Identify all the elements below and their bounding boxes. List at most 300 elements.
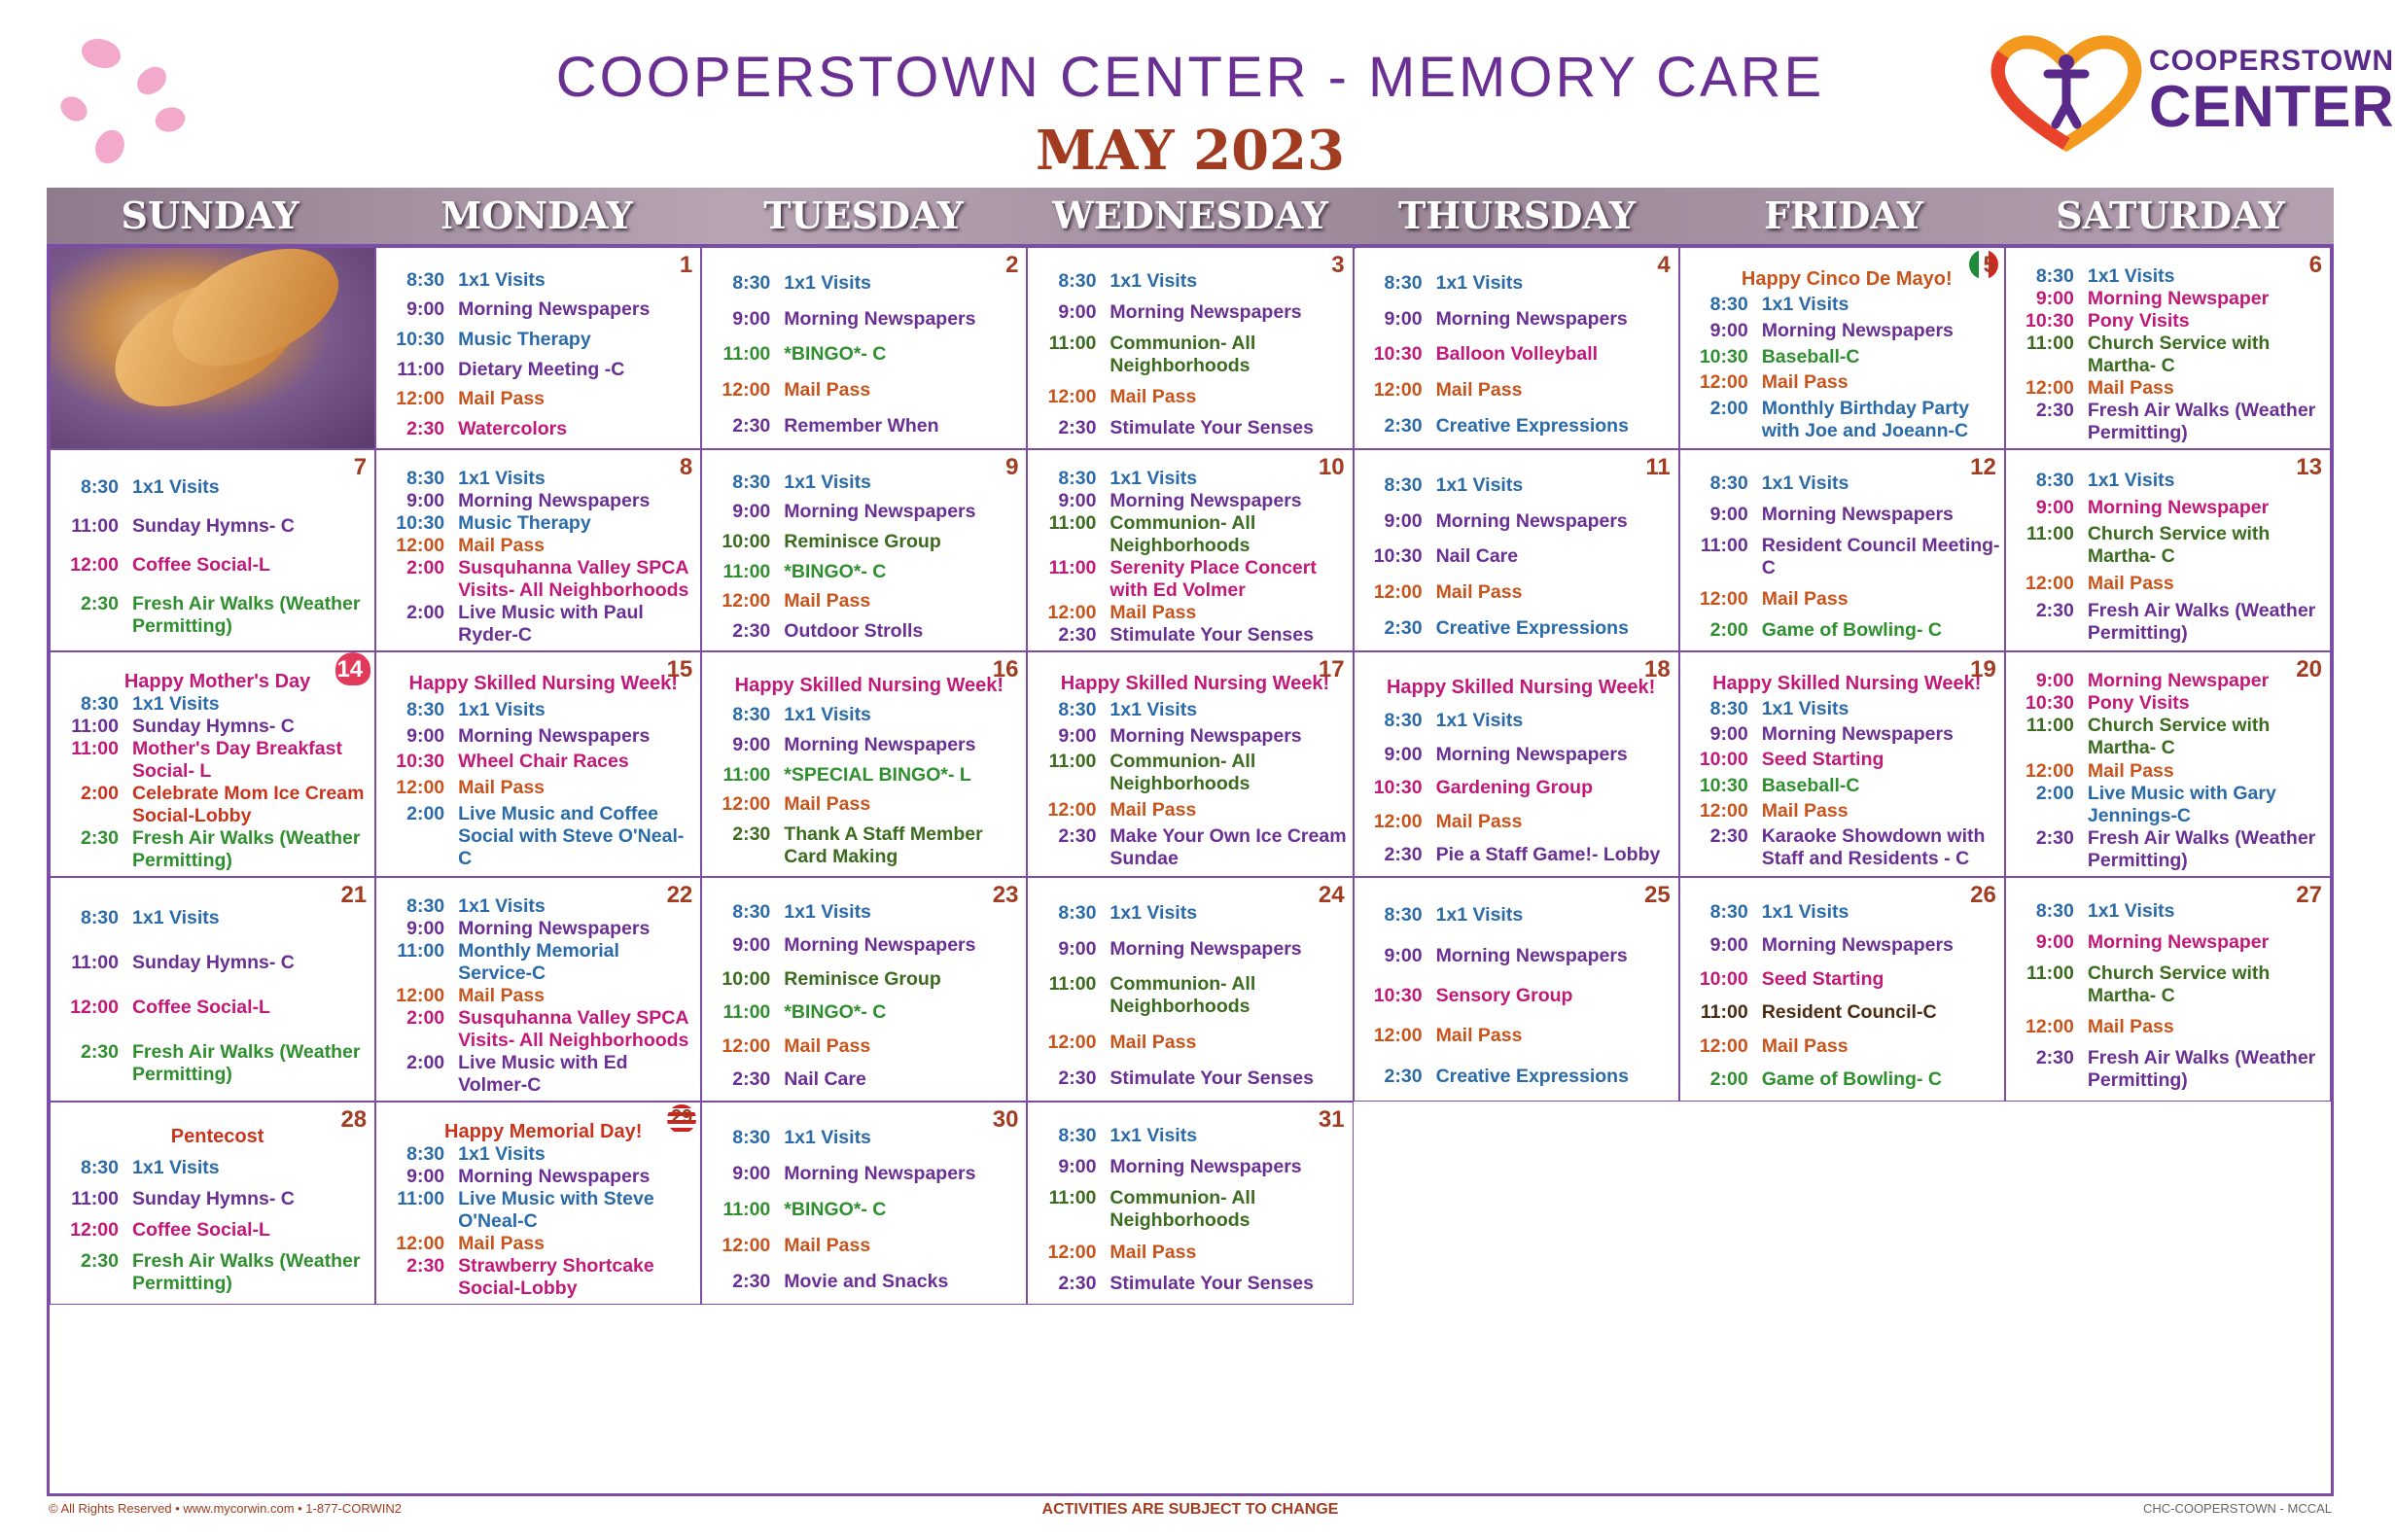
event-time: 2:30	[2035, 400, 2074, 421]
day-cell	[1354, 651, 1679, 877]
event-time: 12:00	[1373, 379, 1423, 402]
event-item	[2020, 715, 2326, 759]
event-item	[390, 895, 696, 918]
event-time: 12:00	[1699, 371, 1748, 394]
event-name: 1x1 Visits	[458, 1143, 546, 1165]
event-item	[1041, 825, 1348, 870]
event-time: 12:00	[722, 1034, 771, 1057]
event-name: Mail Pass	[458, 777, 546, 799]
event-time: 9:00	[1058, 300, 1097, 323]
event-time: 12:00	[396, 388, 445, 410]
event-time: 8:30	[406, 698, 445, 720]
event-item	[64, 593, 370, 638]
hello-may-image	[1354, 247, 1356, 249]
event-item	[2020, 310, 2326, 332]
event-name: Creative Expressions	[1435, 617, 1629, 640]
event-item	[1694, 320, 2000, 342]
event-time: 8:30	[732, 271, 771, 294]
event-item	[1368, 581, 1674, 604]
event-name: Mail Pass	[1435, 1025, 1523, 1047]
event-name: Baseball-C	[1761, 345, 1860, 368]
day-number: 22	[666, 882, 693, 908]
event-time: 8:30	[1384, 271, 1423, 294]
day-cell	[375, 1102, 701, 1305]
event-item	[1041, 602, 1348, 624]
event-item	[64, 693, 370, 716]
day-cell	[50, 1102, 375, 1305]
event-time: 12:00	[722, 379, 771, 402]
event-item	[716, 1127, 1022, 1149]
event-time: 10:30	[1373, 984, 1423, 1006]
day-cell	[1354, 449, 1679, 651]
event-name: Nail Care	[784, 1068, 866, 1091]
event-name: Mail Pass	[1435, 379, 1523, 402]
event-time: 8:30	[732, 471, 771, 493]
event-name: Stimulate Your Senses	[1109, 1068, 1314, 1090]
event-item	[64, 1250, 370, 1295]
event-name: 1x1 Visits	[458, 698, 546, 720]
day-number: 15	[666, 656, 693, 682]
event-item	[2020, 523, 2326, 568]
event-item	[390, 699, 696, 721]
weekday-monday: MONDAY	[440, 193, 633, 237]
event-item	[716, 1163, 1022, 1185]
event-time: 8:30	[732, 704, 771, 726]
day-cell	[701, 877, 1027, 1102]
event-name: Coffee Social-L	[132, 554, 270, 577]
event-name: Morning Newspapers	[1109, 937, 1302, 960]
day-number: 4	[1657, 252, 1671, 278]
event-time: 10:30	[1373, 777, 1423, 799]
day-number: 30	[992, 1106, 1019, 1133]
event-item	[2020, 827, 2326, 872]
event-name: *BINGO*- C	[784, 1199, 887, 1220]
event-time: 12:00	[1699, 588, 1748, 611]
event-item	[390, 1233, 696, 1255]
event-item	[716, 968, 1022, 991]
event-name: Susquhanna Valley SPCA Visits- All Neighborhoods	[458, 1007, 689, 1051]
event-time: 12:00	[1047, 1241, 1097, 1263]
event-time: 12:00	[396, 535, 445, 556]
event-time: 8:30	[406, 895, 445, 917]
event-name: Monthly Birthday Party with Joe and Joeann-C	[1761, 398, 1970, 442]
event-item	[64, 1157, 370, 1179]
event-time: 2:30	[1058, 624, 1097, 646]
event-time: 12:00	[70, 554, 119, 577]
event-time: 8:30	[1709, 472, 1748, 494]
event-name: Mail Pass	[1761, 1034, 1849, 1057]
day-number: 24	[1318, 882, 1345, 908]
event-item	[2020, 377, 2326, 400]
event-name: 1x1 Visits	[784, 1127, 871, 1148]
event-name: Fresh Air Walks (Weather Permitting)	[2087, 400, 2316, 443]
event-time: 8:30	[1058, 901, 1097, 924]
day-cell	[1027, 1102, 1353, 1305]
day-cell	[1027, 247, 1353, 449]
event-item	[390, 602, 696, 647]
event-item	[1694, 472, 2000, 495]
event-name: 1x1 Visits	[784, 704, 871, 726]
event-name: Mail Pass	[2087, 759, 2174, 782]
event-item	[2020, 1016, 2326, 1038]
event-time: 8:30	[2035, 899, 2074, 922]
event-item	[1694, 698, 2000, 720]
event-name: Mail Pass	[458, 535, 546, 556]
event-name: Morning Newspapers	[1109, 490, 1302, 511]
event-item	[64, 827, 370, 872]
event-item	[1041, 417, 1348, 439]
event-item	[2020, 670, 2326, 692]
event-name: Sunday Hymns- C	[132, 1187, 295, 1209]
event-item	[716, 734, 1022, 756]
event-item	[1694, 901, 2000, 924]
event-time: 2:30	[1058, 1273, 1097, 1295]
event-item	[390, 777, 696, 799]
event-name: Monthly Memorial Service-C	[458, 940, 619, 984]
event-name: Stimulate Your Senses	[1109, 417, 1314, 439]
day-cell	[701, 449, 1027, 651]
event-time: 12:00	[1699, 1034, 1748, 1057]
event-time: 11:00	[722, 763, 771, 786]
event-time: 11:00	[1048, 973, 1097, 996]
event-time: 8:30	[80, 906, 119, 928]
event-name: Fresh Air Walks (Weather Permitting)	[132, 1250, 361, 1295]
event-time: 12:00	[396, 1233, 445, 1254]
event-item	[1694, 800, 2000, 822]
event-name: 1x1 Visits	[458, 468, 546, 489]
event-item	[1041, 902, 1348, 925]
event-item	[1694, 1035, 2000, 1058]
event-name: Balloon Volleyball	[1435, 343, 1599, 366]
event-item	[390, 329, 696, 351]
event-name: 1x1 Visits	[1109, 468, 1198, 489]
day-number: 20	[2296, 656, 2322, 682]
event-time: 12:00	[1699, 800, 1748, 822]
day-cell	[375, 651, 701, 877]
event-time: 9:00	[1058, 724, 1097, 747]
day-number: 26	[1970, 882, 1996, 908]
event-item	[2020, 760, 2326, 783]
day-cell	[375, 247, 701, 449]
event-time: 11:00	[1700, 534, 1748, 556]
event-item	[1368, 379, 1674, 402]
event-time: 12:00	[1373, 581, 1423, 604]
event-time: 8:30	[1058, 698, 1097, 720]
event-name: Live Music with Ed Volmer-C	[458, 1052, 628, 1096]
event-name: Stimulate Your Senses	[1109, 624, 1314, 646]
event-item	[64, 997, 370, 1019]
event-item	[716, 1068, 1022, 1091]
event-item	[716, 620, 1022, 643]
event-item	[2020, 573, 2326, 595]
event-item	[1041, 1156, 1348, 1178]
event-name: Morning Newspaper	[2087, 288, 2270, 309]
event-time: 12:00	[1047, 1032, 1097, 1054]
event-time: 2:30	[80, 1040, 119, 1063]
event-item	[64, 783, 370, 827]
event-name: Reminisce Group	[784, 531, 941, 553]
day-number: 16	[992, 656, 1019, 682]
event-time: 12:00	[396, 777, 445, 799]
logo-line2: CENTER	[2149, 74, 2395, 139]
event-time: 10:30	[1373, 343, 1423, 366]
holiday-banner: Happy Memorial Day!	[444, 1121, 643, 1142]
weekday-tuesday: TUESDAY	[763, 193, 964, 237]
event-time: 12:00	[1047, 602, 1097, 623]
event-time: 12:00	[722, 590, 771, 612]
event-name: 1x1 Visits	[1435, 271, 1524, 294]
event-name: 1x1 Visits	[2087, 899, 2175, 922]
event-time: 9:00	[732, 1163, 771, 1184]
page-title: COOPERSTOWN CENTER - MEMORY CARE	[555, 46, 1825, 109]
event-time: 11:00	[1048, 1187, 1097, 1209]
event-item	[390, 359, 696, 381]
event-time: 8:30	[80, 1156, 119, 1178]
event-name: Church Service with Martha- C	[2087, 715, 2271, 759]
event-time: 9:00	[1384, 944, 1423, 966]
event-item	[390, 468, 696, 490]
event-item	[390, 388, 696, 410]
event-item	[716, 1035, 1022, 1058]
day-cell	[375, 877, 701, 1102]
event-name: Morning Newspapers	[1761, 723, 1954, 746]
event-item	[1368, 985, 1674, 1007]
event-time: 9:00	[1058, 490, 1097, 511]
event-item	[64, 907, 370, 929]
day-number: 21	[340, 882, 368, 908]
event-time: 2:30	[1058, 417, 1097, 439]
event-time: 11:00	[397, 940, 445, 962]
event-time: 8:30	[1384, 904, 1423, 927]
event-time: 2:30	[80, 827, 119, 849]
holiday-banner: Happy Cinco De Mayo!	[1741, 267, 1953, 290]
event-time: 11:00	[397, 1188, 445, 1209]
event-time: 2:30	[1709, 825, 1748, 848]
event-time: 11:00	[2026, 962, 2074, 984]
event-name: 1x1 Visits	[1761, 697, 1849, 719]
day-cell	[1027, 449, 1353, 651]
event-item	[2020, 497, 2326, 519]
day-number: 5	[1983, 252, 1996, 278]
event-name: Live Music with Steve O'Neal-C	[458, 1188, 654, 1232]
event-time: 2:30	[732, 823, 771, 846]
event-item	[64, 554, 370, 577]
event-time: 11:00	[2026, 715, 2074, 737]
event-item	[2020, 900, 2326, 923]
event-name: 1x1 Visits	[1761, 294, 1849, 316]
event-time: 2:00	[406, 1007, 445, 1029]
day-cell	[1354, 247, 1679, 449]
event-item	[1694, 825, 2000, 870]
event-item	[390, 985, 696, 1007]
event-item	[64, 476, 370, 499]
event-name: 1x1 Visits	[2087, 265, 2175, 287]
event-item	[1368, 343, 1674, 366]
event-item	[1041, 699, 1348, 721]
event-item	[2020, 931, 2326, 954]
weekday-thursday: THURSDAY	[1397, 193, 1636, 237]
event-name: 1x1 Visits	[1761, 900, 1849, 923]
event-item	[1041, 270, 1348, 293]
event-time: 10:30	[2025, 692, 2074, 715]
event-item	[390, 1188, 696, 1233]
event-time: 9:00	[406, 1166, 445, 1187]
holiday-banner: Happy Skilled Nursing Week!	[1060, 672, 1330, 694]
event-time: 12:00	[2025, 377, 2074, 399]
day-cell	[375, 449, 701, 651]
event-name: Communion- All Neighborhoods	[1109, 1187, 1256, 1232]
event-time: 9:00	[1384, 307, 1423, 330]
event-name: Strawberry Shortcake Social-Lobby	[458, 1255, 654, 1299]
event-item	[1694, 619, 2000, 642]
event-name: Mail Pass	[1109, 1032, 1197, 1054]
event-item	[1041, 1242, 1348, 1264]
event-name: 1x1 Visits	[784, 471, 871, 493]
event-name: Mail Pass	[1109, 602, 1197, 623]
event-name: Reminisce Group	[784, 967, 941, 990]
event-item	[2020, 962, 2326, 1007]
event-time: 10:00	[722, 967, 771, 990]
day-cell	[2005, 247, 2331, 449]
event-item	[1368, 904, 1674, 927]
event-item	[1694, 1001, 2000, 1024]
weekday-friday: FRIDAY	[1763, 193, 1923, 237]
event-name: Morning Newspapers	[1109, 300, 1302, 323]
event-name: Mail Pass	[784, 1034, 871, 1057]
event-name: 1x1 Visits	[2087, 470, 2175, 492]
event-time: 10:30	[396, 512, 445, 534]
weekday-wednesday: WEDNESDAY	[1052, 193, 1328, 237]
event-time: 8:30	[1058, 468, 1097, 489]
event-name: Coffee Social-L	[132, 1219, 270, 1242]
event-name: *BINGO*- C	[784, 560, 887, 582]
event-item	[716, 934, 1022, 957]
event-name: Mail Pass	[1109, 386, 1197, 408]
event-time: 2:30	[1058, 825, 1097, 848]
event-time: 2:30	[732, 1068, 771, 1091]
event-name: Pie a Staff Game!- Lobby	[1435, 844, 1661, 866]
calendar-grid	[47, 244, 2334, 1496]
event-item	[390, 918, 696, 940]
logo-line1: COOPERSTOWN	[2149, 45, 2395, 77]
event-time: 9:00	[2035, 496, 2074, 518]
weekday-saturday: SATURDAY	[2056, 193, 2285, 237]
event-item	[716, 793, 1022, 816]
event-item	[716, 823, 1022, 868]
event-time: 10:30	[2025, 310, 2074, 332]
event-name: Dietary Meeting -C	[458, 358, 625, 380]
event-time: 12:00	[2025, 759, 2074, 782]
day-cell	[1027, 651, 1353, 877]
event-item	[1041, 1273, 1348, 1295]
day-number: 9	[1005, 454, 1019, 480]
event-name: Morning Newspapers	[1761, 503, 1954, 525]
holiday-banner: Happy Skilled Nursing Week!	[734, 674, 1004, 696]
event-item	[716, 764, 1022, 787]
event-time: 2:30	[1384, 415, 1423, 438]
event-name: Mail Pass	[1761, 800, 1849, 822]
day-number: 23	[992, 882, 1019, 908]
event-time: 2:30	[1384, 617, 1423, 640]
event-item	[716, 1235, 1022, 1257]
event-name: Stimulate Your Senses	[1109, 1273, 1314, 1295]
event-name: 1x1 Visits	[1109, 698, 1198, 720]
event-name: 1x1 Visits	[1109, 901, 1198, 924]
event-time: 2:30	[406, 1255, 445, 1277]
event-time: 11:00	[397, 358, 445, 380]
event-time: 9:00	[1058, 937, 1097, 960]
day-cell	[1027, 877, 1353, 1102]
event-name: Mail Pass	[1435, 581, 1523, 604]
event-name: 1x1 Visits	[1435, 473, 1524, 496]
event-time: 8:30	[406, 1143, 445, 1165]
event-item	[1368, 744, 1674, 766]
event-item	[2020, 783, 2326, 827]
event-time: 2:30	[732, 415, 771, 438]
event-name: Seed Starting	[1761, 749, 1884, 771]
event-name: Morning Newspapers	[458, 918, 651, 939]
event-name: Fresh Air Walks (Weather Permitting)	[2087, 826, 2316, 871]
event-item	[390, 1255, 696, 1300]
day-cell	[50, 651, 375, 877]
event-time: 9:00	[406, 298, 445, 321]
day-number: 17	[1318, 656, 1345, 682]
event-item	[1368, 545, 1674, 568]
event-name: Church Service with Martha- C	[2087, 332, 2271, 376]
event-time: 9:00	[1709, 320, 1748, 342]
event-item	[716, 415, 1022, 438]
event-time: 8:30	[2035, 470, 2074, 492]
day-cell	[1679, 651, 2005, 877]
event-time: 9:00	[732, 307, 771, 330]
event-item	[1694, 588, 2000, 611]
event-item	[1694, 968, 2000, 991]
event-time: 2:00	[406, 557, 445, 578]
event-name: Mail Pass	[2087, 1016, 2174, 1038]
event-time: 9:00	[1709, 503, 1748, 525]
day-cell	[2005, 651, 2331, 877]
day-number: 27	[2296, 882, 2322, 908]
event-item	[1041, 751, 1348, 795]
holiday-banner: Happy Skilled Nursing Week!	[1386, 676, 1656, 698]
event-name: 1x1 Visits	[132, 1156, 220, 1178]
event-time: 9:00	[732, 934, 771, 957]
event-name: 1x1 Visits	[784, 271, 871, 294]
event-item	[716, 561, 1022, 583]
day-number: 13	[2296, 454, 2322, 480]
event-time: 12:00	[396, 985, 445, 1006]
event-item	[390, 751, 696, 773]
holiday-banner: Happy Skilled Nursing Week!	[1712, 672, 1982, 694]
event-item	[1368, 1025, 1674, 1047]
event-name: Thank A Staff Member Card Making	[784, 823, 983, 868]
event-item	[64, 1219, 370, 1242]
event-name: Communion- All Neighborhoods	[1109, 751, 1256, 795]
event-time: 9:00	[1058, 1156, 1097, 1178]
event-name: Mail Pass	[2087, 573, 2174, 595]
event-item	[390, 1143, 696, 1166]
event-name: Mail Pass	[784, 793, 871, 816]
event-name: 1x1 Visits	[458, 268, 546, 291]
event-time: 11:00	[722, 343, 771, 366]
day-cell	[50, 449, 375, 651]
event-item	[716, 308, 1022, 331]
event-name: Morning Newspapers	[1761, 934, 1954, 957]
event-name: Seed Starting	[1761, 967, 1884, 990]
event-name: Karaoke Showdown with Staff and Residents - C	[1761, 825, 1986, 870]
event-name: Morning Newspapers	[1435, 743, 1628, 765]
event-time: 9:00	[1709, 723, 1748, 746]
